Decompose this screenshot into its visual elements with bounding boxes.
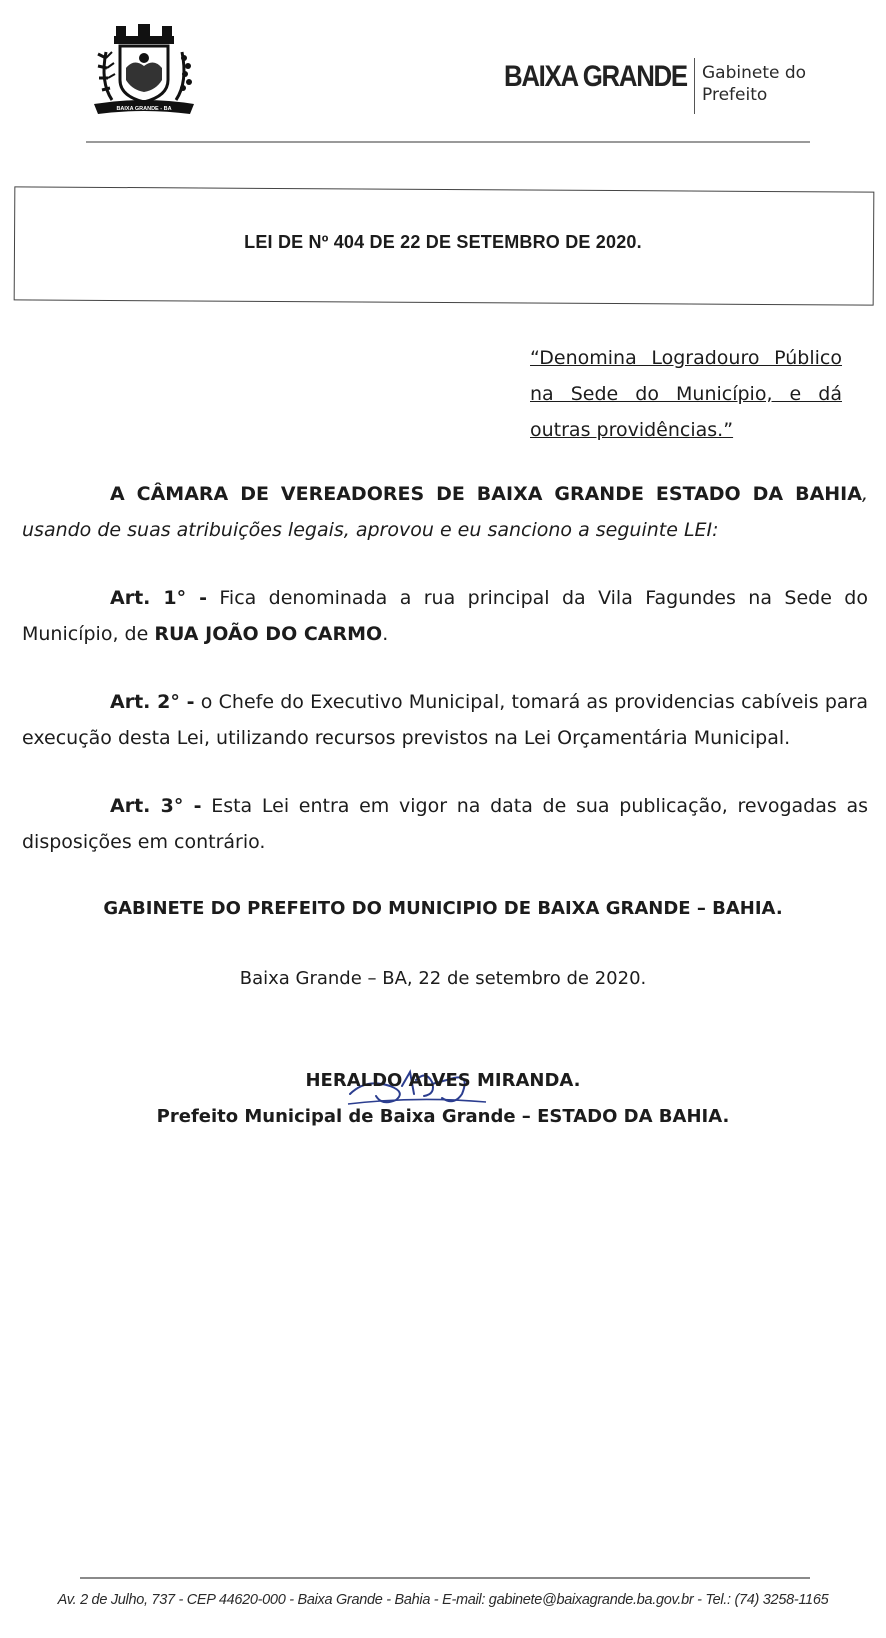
signer-name: HERALDO ALVES MIRANDA.: [305, 1070, 581, 1091]
place-and-date: Baixa Grande – BA, 22 de setembro de 2020.: [239, 968, 647, 989]
municipal-crest-logo: [86, 22, 201, 120]
law-title: LEI DE Nº 404 DE 22 DE SETEMBRO DE 2020.: [244, 232, 642, 252]
article-1-street-name: RUA JOÃO DO CARMO: [154, 623, 383, 645]
article-3: [22, 788, 868, 860]
article-1-tail: .: [382, 623, 389, 645]
article-2-label: Art. 2° -: [110, 691, 195, 713]
article-2-text: o Chefe do Executivo Municipal, tomará as providencias cabíveis para execução desta Lei, utilizando recursos previstos na Lei Orçamentária Municipal.: [22, 691, 868, 749]
footer-address: Av. 2 de Julho, 737 - CEP 44620-000 - Baixa Grande - Bahia - E-mail: gabinete@baixagrande.ba.gov.br - Tel.: (74) 3258-1165: [57, 1592, 829, 1608]
law-ementa: [530, 340, 842, 448]
office-label-line2: Prefeito: [702, 85, 768, 105]
article-2: [22, 684, 868, 756]
article-1: [22, 580, 868, 652]
header-rule: [86, 141, 810, 143]
footer-rule: [80, 1577, 810, 1579]
preamble-bold: A CÂMARA DE VEREADORES DE BAIXA GRANDE ESTADO DA BAHIA: [110, 483, 862, 505]
signer-role: Prefeito Municipal de Baixa Grande – ESTADO DA BAHIA.: [156, 1106, 730, 1127]
preamble-text: , usando de suas atribuições legais, aprovou e eu sanciono a seguinte LEI:: [22, 483, 868, 541]
article-1-label: Art. 1° -: [110, 587, 207, 609]
brand-name: BAIXA GRANDE: [504, 60, 687, 93]
article-1-text: Fica denominada a rua principal da Vila Fagundes na Sede do Município, de: [22, 587, 868, 645]
preamble-paragraph: [22, 476, 868, 548]
article-3-label: Art. 3° -: [110, 795, 202, 817]
article-3-text: Esta Lei entra em vigor na data de sua publicação, revogadas as disposições em contrário.: [22, 795, 868, 853]
brand-divider: [694, 58, 695, 114]
office-label-line1: Gabinete do: [702, 63, 807, 83]
office-label: [702, 62, 806, 106]
closing-office: GABINETE DO PREFEITO DO MUNICIPIO DE BAIXA GRANDE – BAHIA.: [103, 898, 783, 919]
crest-ribbon-text: BAIXA GRANDE - BA: [116, 106, 172, 112]
law-ementa-text: “Denomina Logradouro Público na Sede do Município, e dá outras providências.”: [530, 347, 842, 441]
